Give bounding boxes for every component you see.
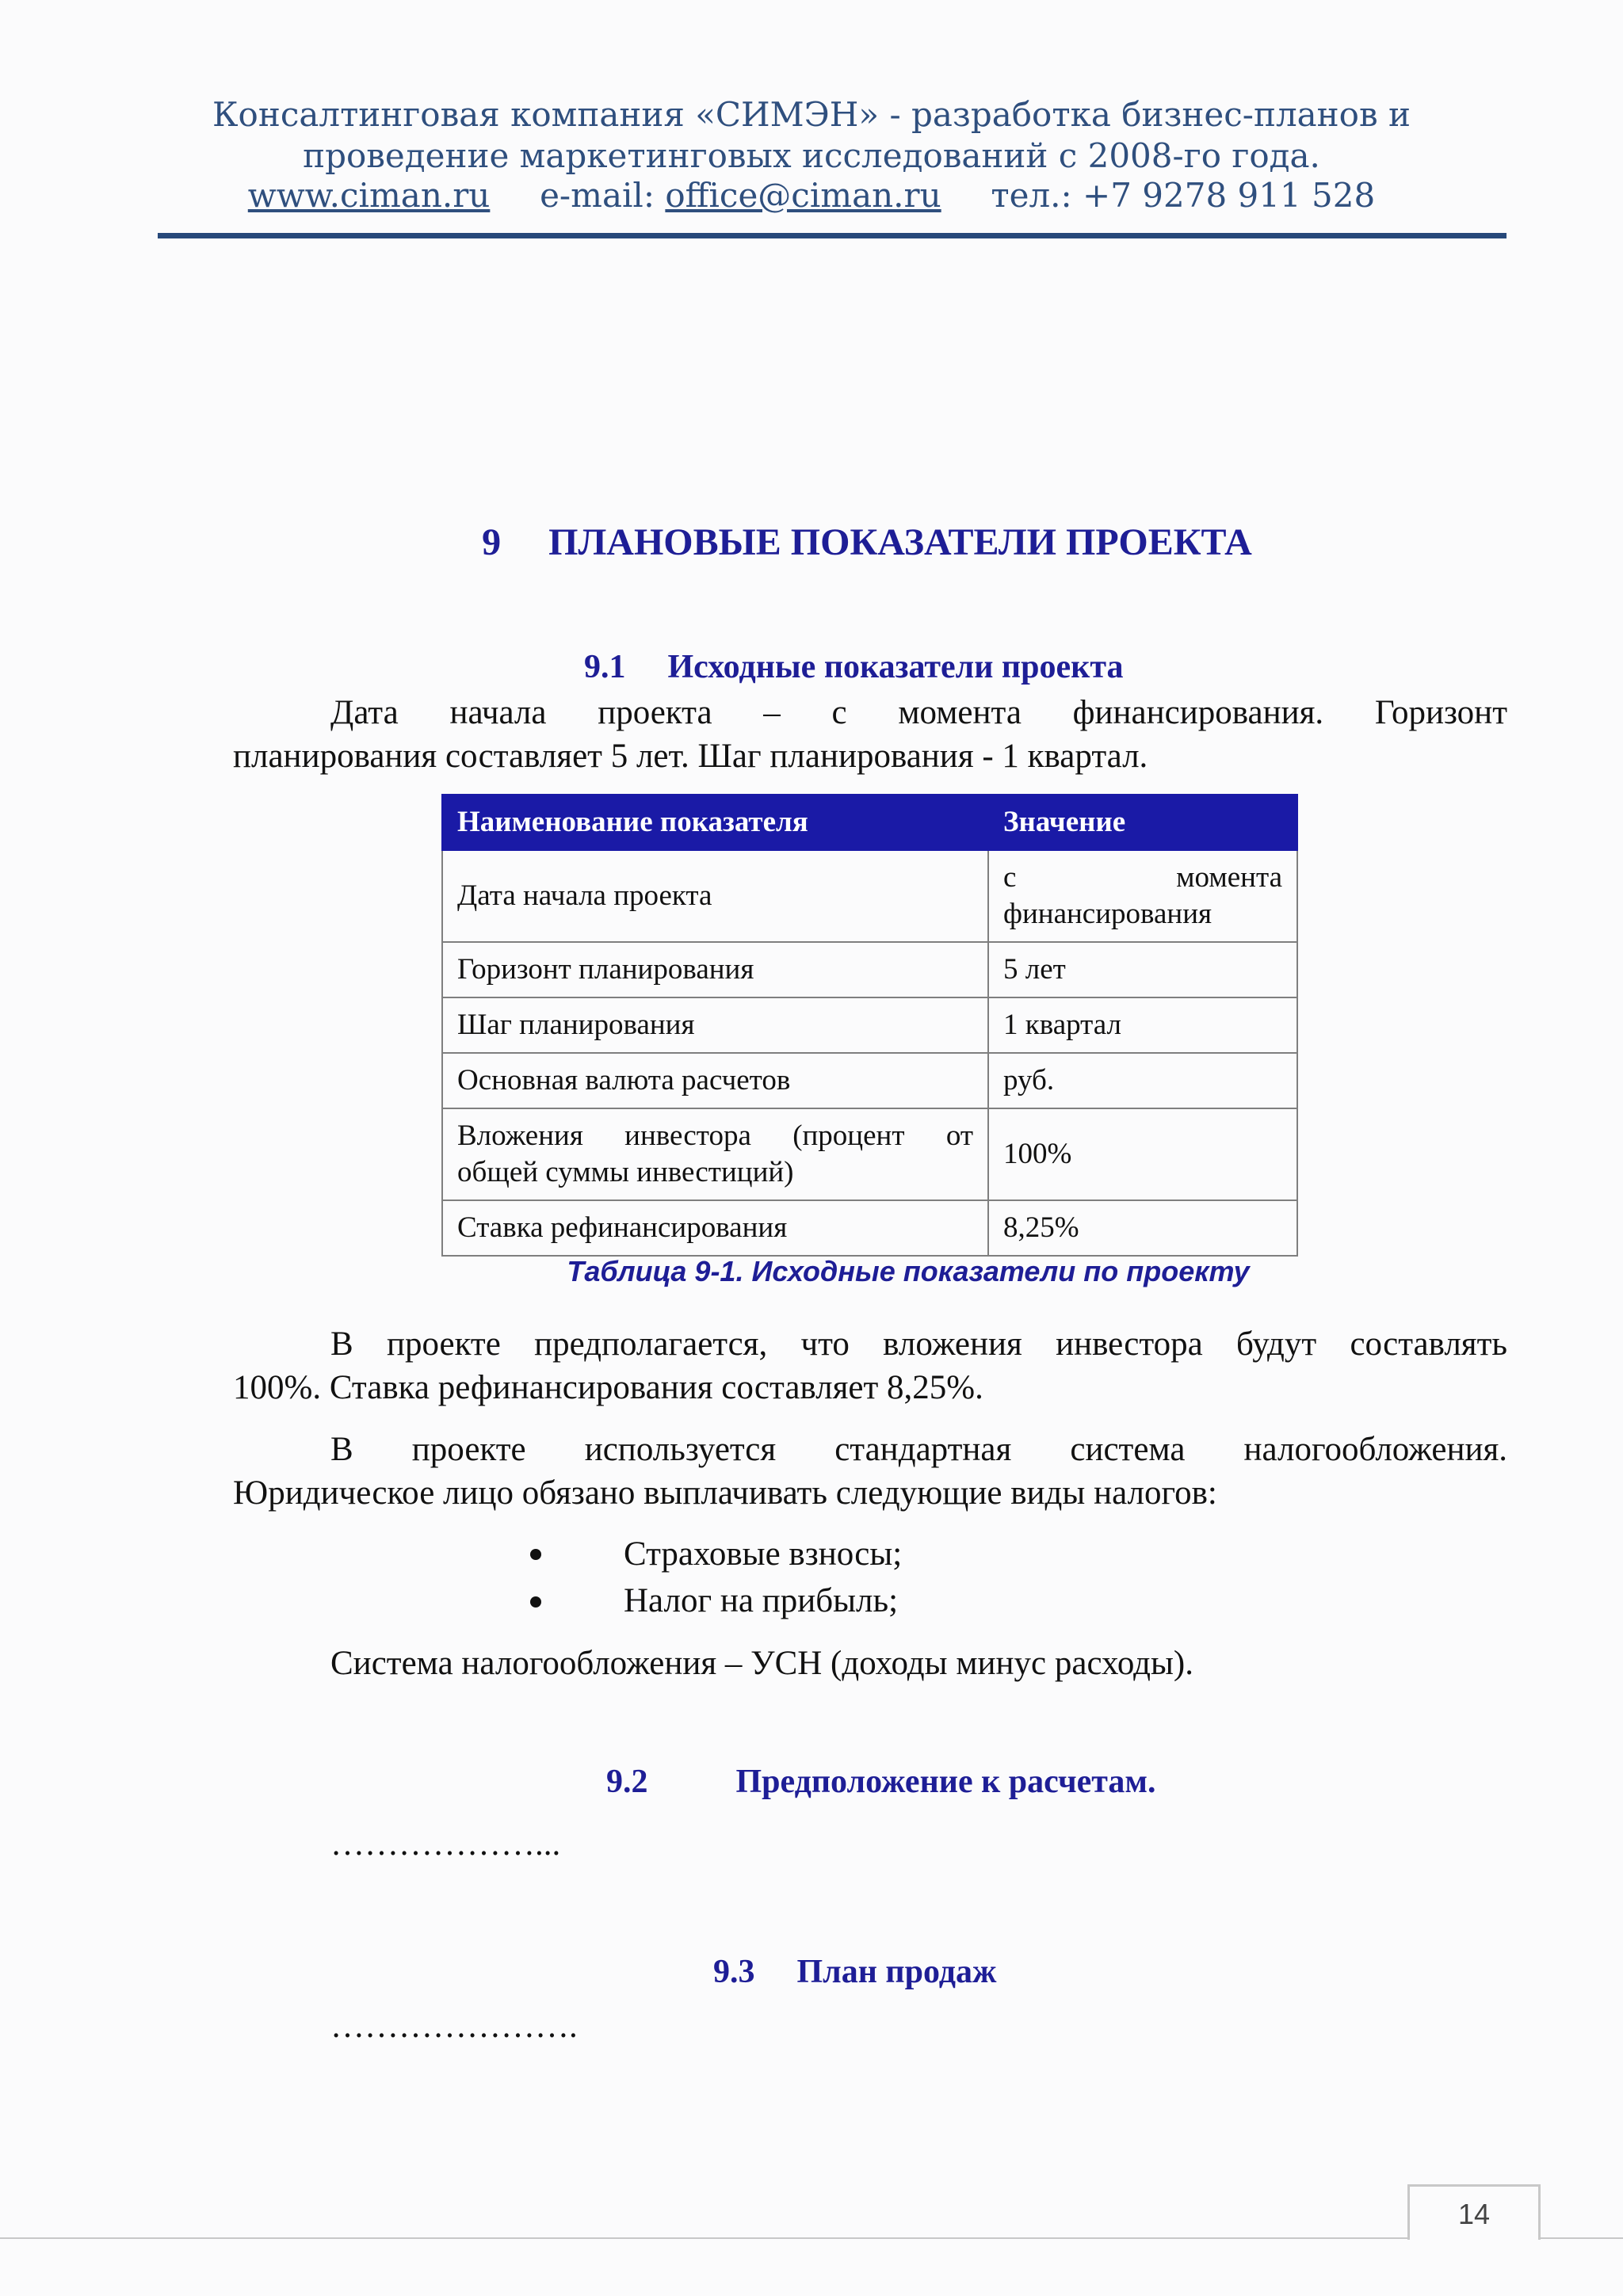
table-row — [442, 1053, 1297, 1108]
page-number: 14 — [1457, 2198, 1491, 2230]
table-cell-name: Основная валюта расчетов — [442, 1053, 988, 1108]
bullet-dot — [530, 1549, 541, 1560]
subsection-number: 9.3 — [713, 1954, 755, 1990]
table-caption: Таблица 9-1. Исходные показатели по проекту — [567, 1255, 1250, 1287]
table-header-name: Наименование показателя — [442, 795, 988, 850]
subsection-number: 9.1 — [584, 649, 626, 685]
subsection-title: План продаж — [796, 1954, 997, 1990]
phone-text: тел.: +7 9278 911 528 — [991, 176, 1376, 215]
header-line-1: Консалтинговая компания «СИМЭН» - разработка бизнес-планов и — [212, 95, 1411, 134]
subsection-title: Предположение к расчетам. — [735, 1764, 1156, 1800]
table-cell-name-line: Вложения инвестора (процент от — [457, 1119, 973, 1152]
footer-divider — [0, 2237, 1623, 2239]
subsection-9-2-heading — [606, 1763, 1156, 1801]
table-cell-name: Дата начала проекта — [442, 850, 988, 942]
email-label: e-mail: — [540, 176, 655, 215]
table-cell-name: Горизонт планирования — [442, 942, 988, 997]
header-contacts — [0, 176, 1623, 215]
subsection-number: 9.2 — [606, 1764, 648, 1800]
table-header-row — [442, 795, 1297, 850]
table-row — [442, 1200, 1297, 1256]
tax-system-text: Система налогообложения – УСН (доходы минус расходы). — [330, 1645, 1193, 1682]
table-cell-value-line: с момента — [1003, 861, 1282, 894]
subsection-9-1-heading — [584, 648, 1123, 686]
table-cell-value: 100% — [988, 1108, 1297, 1200]
section-number: 9 — [482, 521, 502, 563]
table-row — [442, 850, 1297, 942]
table-cell-value-line: финансирования — [1003, 898, 1212, 930]
subsection-title: Исходные показатели проекта — [667, 649, 1124, 685]
paragraph-2-line-1: В проекте используется стандартная система налогообложения. — [330, 1431, 1507, 1468]
section-title — [0, 521, 1623, 564]
paragraph-1-line-1: В проекте предполагается, что вложения инвестора будут составлять — [330, 1325, 1507, 1363]
placeholder-dots: …………………. — [330, 2008, 578, 2045]
parameters-table — [441, 794, 1298, 1257]
paragraph-2-line-2: Юридическое лицо обязано выплачивать следующие виды налогов: — [233, 1474, 1217, 1512]
table-cell-name — [442, 1108, 988, 1200]
intro-line-2: планирования составляет 5 лет. Шаг планирования - 1 квартал. — [233, 738, 1148, 775]
table-cell-value: руб. — [988, 1053, 1297, 1108]
table-cell-value: 5 лет — [988, 942, 1297, 997]
table-cell-name-line: общей суммы инвестиций) — [457, 1156, 794, 1188]
bullet-dot — [530, 1596, 541, 1608]
table-cell-name: Шаг планирования — [442, 997, 988, 1053]
header-divider — [158, 233, 1507, 238]
placeholder-dots: ………………... — [330, 1825, 561, 1863]
intro-line-1: Дата начала проекта – с момента финансирования. Горизонт — [330, 694, 1507, 731]
section-title-text: ПЛАНОВЫЕ ПОКАЗАТЕЛИ ПРОЕКТА — [548, 521, 1252, 563]
table-cell-value — [988, 850, 1297, 942]
table-cell-value: 1 квартал — [988, 997, 1297, 1053]
header-line-2: проведение маркетинговых исследований с 2008-го года. — [303, 136, 1320, 175]
subsection-9-3-heading — [713, 1953, 996, 1991]
paragraph-1-line-2: 100%. Ставка рефинансирования составляет 8,25%. — [233, 1369, 983, 1406]
table-row — [442, 1108, 1297, 1200]
table-row — [442, 997, 1297, 1053]
table-row — [442, 942, 1297, 997]
bullet-item: Страховые взносы; — [624, 1535, 903, 1573]
email-link[interactable]: office@ciman.ru — [665, 176, 941, 215]
page-number-box — [1407, 2184, 1541, 2240]
bullet-item: Налог на прибыль; — [624, 1582, 899, 1619]
table-cell-name: Ставка рефинансирования — [442, 1200, 988, 1256]
table-header-value: Значение — [988, 795, 1297, 850]
website-link[interactable]: www.ciman.ru — [247, 176, 491, 215]
table-cell-value: 8,25% — [988, 1200, 1297, 1256]
